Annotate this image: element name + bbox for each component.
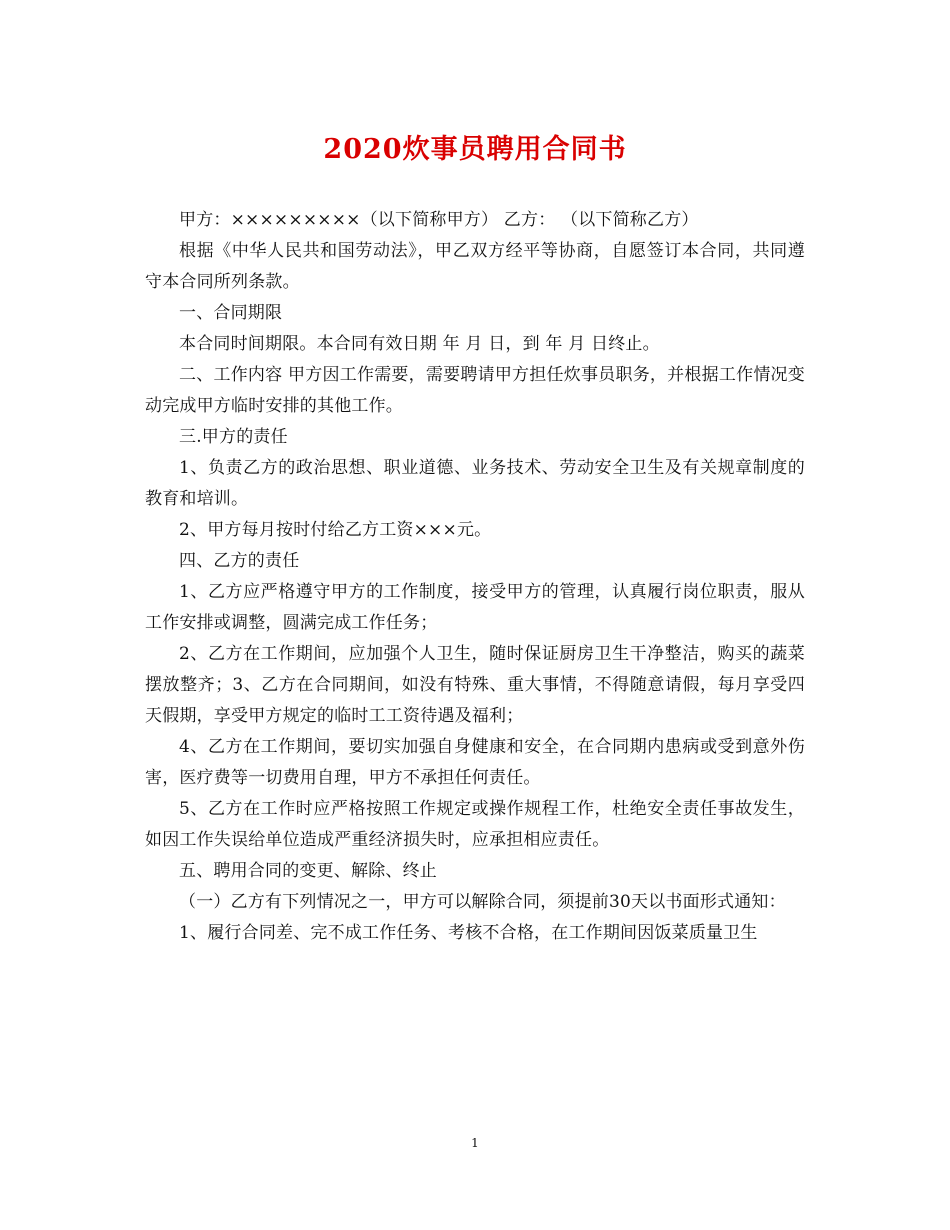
paragraph-parties: 甲方：×××××××××（以下简称甲方） 乙方： （以下简称乙方）	[179, 210, 699, 230]
paragraph-termination-conditions: （一）乙方有下列情况之一，甲方可以解除合同，须提前30天以书面形式通知：	[179, 892, 786, 912]
document-body	[145, 205, 805, 949]
heading-contract-term: 一、合同期限	[179, 303, 283, 323]
heading-party-a-duties: 三.甲方的责任	[179, 427, 288, 447]
paragraph-preamble: 根据《中华人民共和国劳动法》，甲乙双方经平等协商，自愿签订本合同，共同遵守本合同所列条款。	[145, 241, 805, 292]
paragraph-party-a-duty-2: 2、甲方每月按时付给乙方工资×××元。	[179, 520, 492, 540]
paragraph-contract-term: 本合同时间期限。本合同有效日期 年 月 日，到 年 月 日终止。	[179, 334, 660, 354]
heading-contract-changes: 五、聘用合同的变更、解除、终止	[179, 861, 437, 881]
paragraph-work-content: 二、工作内容 甲方因工作需要，需要聘请甲方担任炊事员职务，并根据工作情况变动完成甲方临时安排的其他工作。	[145, 365, 805, 416]
paragraph-party-a-duty-1: 1、负责乙方的政治思想、职业道德、业务技术、劳动安全卫生及有关规章制度的教育和培训。	[145, 458, 805, 509]
heading-party-b-duties: 四、乙方的责任	[179, 551, 300, 571]
paragraph-party-b-duty-5: 5、乙方在工作时应严格按照工作规定或操作规程工作，杜绝安全责任事故发生，如因工作失误给单位造成严重经济损失时，应承担相应责任。	[145, 799, 805, 850]
paragraph-party-b-duty-4: 4、乙方在工作期间，要切实加强自身健康和安全，在合同期内患病或受到意外伤害，医疗费等一切费用自理，甲方不承担任何责任。	[145, 737, 805, 788]
page-number: 1	[471, 1136, 479, 1150]
paragraph-party-b-duty-2-3: 2、乙方在工作期间，应加强个人卫生，随时保证厨房卫生干净整洁，购买的蔬菜摆放整齐；3、乙方在合同期间，如没有特殊、重大事情，不得随意请假，每月享受四天假期，享受甲方规定的临时工工资待遇及福利；	[145, 644, 805, 726]
paragraph-termination-item-1: 1、履行合同差、完不成工作任务、考核不合格，在工作期间因饭菜质量卫生	[179, 923, 758, 943]
paragraph-party-b-duty-1: 1、乙方应严格遵守甲方的工作制度，接受甲方的管理，认真履行岗位职责，服从工作安排或调整，圆满完成工作任务；	[145, 582, 805, 633]
document-title: 2020炊事员聘用合同书	[323, 134, 627, 165]
